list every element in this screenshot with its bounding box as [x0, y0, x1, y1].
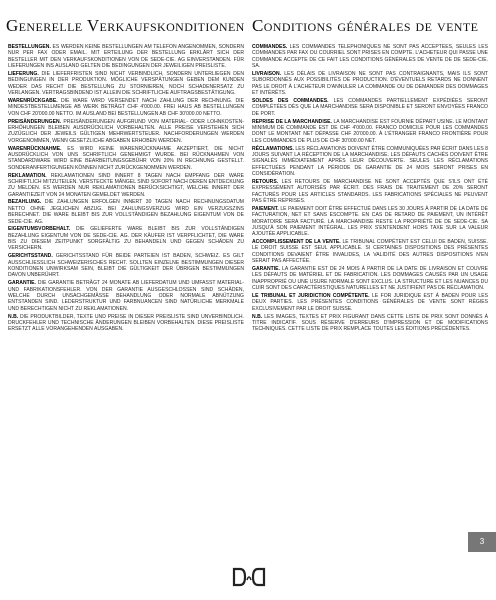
french-paragraph: [252, 146, 488, 178]
french-paragraph-text: LE TRIBUNAL COMPÉTENT EST CELUI DE BADEN, SUISSE. LE DROIT SUISSE EST SEUL APPLICABLE. SI CERTAINES DISPOSITIONS DES PRÉSENTES CONDITIONS DEVAIENT ÊTRE INVALIDES, LA VALIDITÉ DES AUTRES DISPOSITIONS N'EN SERAIT PAS AFFECTÉE.: [252, 239, 488, 265]
french-paragraph-heading: COMMANDES.: [252, 44, 288, 50]
french-terms-column: [252, 44, 488, 512]
french-paragraph-text: LE FOR JURIDIQUE EST À BADEN POUR LES DEUX PARTIES. LES PRÉSENTES CONDITIONS GÉNÉRALES DE VENTE SONT RÉGIES EXCLUSIVEMENT PAR LE DROIT SUISSE.: [252, 293, 488, 312]
german-paragraph-text: DIE WARE WIRD VERSENDET NACH ZAHLUNG DER RECHNUNG. DIE MINDESTBESTELLMENGE AB WERK BETRÄGT CHF 4'000.00. FREI HAUS AB BESTELLUNGEN VON CHF 20'000.00 NETTO. IM AUSLAND BEI BESTELLUNGEN AB CHF 30'000.00 NETTO.: [8, 97, 244, 117]
german-paragraph-heading: GERICHTSSTAND.: [8, 253, 53, 260]
french-paragraph-heading: N.B.: [252, 313, 263, 320]
german-paragraph-heading: PREISÄNDERUNGEN.: [8, 118, 62, 125]
german-paragraph-heading: WARENRÜCKNAHME.: [8, 145, 62, 152]
german-paragraph-text: REKLAMATIONEN SIND INNERT 8 TAGEN NACH EMPFANG DER WARE SCHRIFTLICH MITZUTEILEN. VERSTECKTE MÄNGEL SIND SOFORT NACH DEREN ENTDECKUNG ZU MELDEN. ES WERDEN NUR REKLAMATIONEN BERÜCKSICHTIGT, WELCHE INNERT DER GARANTIEZEIT VON 24 MONATEN GEMELDET WERDEN.: [8, 172, 244, 198]
french-paragraph: [252, 119, 488, 144]
german-paragraph-text: GERICHTSSTAND FÜR BEIDE PARTEIEN IST BADEN, SCHWEIZ. ES GILT AUSSCHLIESSLICH SCHWEIZERISCHES RECHT. SOLLTEN EINZELNE BESTIMMUNGEN DIESER KONDITIONEN UNWIRKSAM SEIN, BLEIBT DIE GÜLTIGKEIT DER ÜBRIGEN BESTIMMUNGEN DAVON UNBERÜHRT.: [8, 253, 244, 279]
title-german: Generelle Verkaufskonditionen: [6, 16, 245, 35]
german-paragraph-text: ES WIRD KEINE WARENRÜCKNAHME AKZEPTIERT, DIE NICHT AUSDRÜCKLICH VON UNS SCHRIFTLICH GENEHMIGT WURDE. BEI RÜCKNAHMEN VON STANDARDWARE WIRD EINE BEARBEITUNGSGEBÜHR VON 20% IN RECHNUNG GESTELLT. SONDERANFERTIGUNGEN KÖNNEN NICHT ZURÜCKGENOMMEN WERDEN.: [8, 145, 244, 171]
page-number: 3: [479, 537, 485, 546]
french-paragraph-text: LES DÉLAIS DE LIVRAISON NE SONT PAS CONTRAIGNANTS, MAIS ILS SONT SUBORDONNÉS AUX POSSIBILITÉS DE PRODUCTION. D'ÉVENTUELS RETARDS NE DONNENT PAS LE DROIT À L'ACHETEUR D'ANNULER LA COMMANDE OU DE DEMANDER DES DOMMAGES ET INTÉRÊTS.: [252, 70, 488, 96]
french-paragraph: [252, 98, 488, 117]
french-paragraph: [252, 179, 488, 204]
french-paragraph: [252, 293, 488, 312]
german-paragraph-text: DIE GARANTIE BETRÄGT 24 MONATE AB LIEFERDATUM UND UMFASST MATERIAL- UND FABRIKATIONSFEHLER. VON DER GARANTIE AUSGESCHLOSSEN SIND SCHÄDEN, WELCHE DURCH UNSACHGEMÄSSE BEHANDLUNG ODER NORMALE ABNÜTZUNG ENTSTANDEN SIND. LEDERSTRUKTUR UND FARBNUANCEN SIND NATÜRLICHE MERKMALE UND BERECHTIGEN NICHT ZU REKLAMATIONEN.: [8, 280, 244, 312]
french-paragraph: [252, 71, 488, 96]
german-paragraph-text: DIE PRODUKTBILDER, TEXTE UND PREISE IN DIESER PREISLISTE SIND UNVERBINDLICH. DRUCKFEHLER UND TECHNISCHE ÄNDERUNGEN BLEIBEN VORBEHALTEN. DIESE PREISLISTE ERSETZT ALLE VORANGEHENDEN AUSGABEN.: [8, 313, 244, 333]
german-paragraph-text: ES WERDEN KEINE BESTELLUNGEN AM TELEFON ANGENOMMEN, SONDERN NUR PER FAX ODER EMAIL. MIT ERTEILUNG DER BESTELLUNG ERKLÄRT SICH DER BESTELLER MIT DEN VERKAUFSKONDITIONEN VON DE SEDE-CIE. AG EINVERSTANDEN. FÜR LIEFERUNGEN INS AUSLAND GELTEN DIE BEDINGUNGEN DER JEWEILIGEN PREISLISTE.: [8, 44, 244, 70]
german-paragraph-heading: EIGENTUMSVORBEHALT.: [8, 226, 71, 233]
german-paragraph: [8, 44, 244, 69]
french-paragraph-heading: RÉCLAMATIONS.: [252, 145, 294, 152]
german-paragraph-text: DIE ZAHLUNGEN ERFOLGEN INNERT 30 TAGEN NACH RECHNUNGSDATUM NETTO OHNE JEGLICHEN ABZUG. BEI ZAHLUNGSVERZUG WIRD EIN VERZUGSZINS BERECHNET. DIE WARE BLEIBT BIS ZUR VOLLSTÄNDIGEN BEZAHLUNG EIGENTUM VON DE SEDE-CIE. AG.: [8, 199, 244, 225]
german-paragraph-heading: BEZAHLUNG.: [8, 199, 42, 206]
page-number-tab: [468, 532, 496, 552]
german-paragraph-heading: WARENRÜCKGABE.: [8, 97, 58, 104]
german-paragraph-heading: GARANTIE.: [8, 280, 36, 287]
german-paragraph: [8, 280, 244, 312]
german-paragraph-heading: LIEFERUNG.: [8, 70, 39, 77]
german-paragraph-text: PREISÄNDERUNGEN AUFGRUND VON MATERIAL- ODER LOHNKOSTEN-ERHÖHUNGEN BLEIBEN AUSDRÜCKLICH VORBEHALTEN. ALLE PREISE VERSTEHEN SICH ZUZÜGLICH DER JEWEILS GÜLTIGEN MEHRWERTSTEUER. NACHFORDERUNGEN WERDEN VORGENOMMEN, WENN GESETZLICHE ABGABEN ERHOBEN WERDEN.: [8, 118, 244, 144]
french-paragraph-text: LES COMMANDES TÉLÉPHONIQUES NE SONT PAS ACCEPTÉES, SEULES LES COMMANDES PAR FAX OU COURRIEL SONT PRISES EN COMPTE. L'ACHETEUR QUI PASSE UNE COMMANDE ACCEPTE DE CE FAIT LES CONDITIONS GÉNÉRALES DE VENTE DE DE SEDE-CIE. SA.: [252, 44, 488, 70]
french-paragraph: [252, 44, 488, 69]
de-sede-logo: [232, 566, 266, 588]
german-paragraph: [8, 226, 244, 251]
french-paragraph-heading: LE TRIBUNAL ET JURIDICTION COMPÉTENTE.: [252, 293, 370, 300]
french-paragraph-text: LA MARCHANDISE EST FOURNIE DÉPART USINE. LE MONTANT MINIMUM DE COMMANDE EST DE CHF 4'000.00. FRANCO DOMICILE POUR LES COMMANDES DONT LE MONTANT NET DÉPASSE CHF 20'000.00. À L'ÉTRANGER FRANCO FRONTIÈRE POUR LES COMMANDES DE PLUS DE CHF 30'000.00 NET.: [252, 118, 488, 144]
french-paragraph-heading: ACCOMPLISSEMENT DE LA VENTE.: [252, 239, 341, 246]
title-french: Conditions générales de vente: [252, 16, 479, 35]
french-paragraph-text: LA GARANTIE EST DE 24 MOIS À PARTIR DE LA DATE DE LIVRAISON ET COUVRE LES DÉFAUTS DE MATÉRIEL ET DE FABRICATION. LES DOMMAGES CAUSÉS PAR UN USAGE INAPPROPRIÉ OU UNE USURE NORMALE SONT EXCLUS. LA STRUCTURE ET LES NUANCES DU CUIR SONT DES CARACTÉRISTIQUES NATURELLES ET NE JUSTIFIENT PAS DE RÉCLAMATION.: [252, 266, 488, 292]
french-paragraph-text: LES IMAGES, TEXTES ET PRIX FIGURANT DANS CETTE LISTE DE PRIX SONT DONNÉS À TITRE INDICATIF. SOUS RÉSERVE D'ERREURS D'IMPRESSION ET DE MODIFICATIONS TECHNIQUES. CETTE LISTE DE PRIX REMPLACE TOUTES LES ÉDITIONS PRÉCÉDENTES.: [252, 313, 488, 333]
german-paragraph-heading: BESTELLUNGEN.: [8, 44, 51, 50]
german-paragraph-text: DIE GELIEFERTE WARE BLEIBT BIS ZUR VOLLSTÄNDIGEN BEZAHLUNG EIGENTUM VON DE SEDE-CIE. AG. DER KÄUFER IST VERPFLICHTET, DIE WARE BIS ZU DIESEM ZEITPUNKT SORGFÄLTIG ZU BEHANDELN UND GEGEN SCHÄDEN ZU VERSICHERN.: [8, 226, 244, 252]
german-paragraph: [8, 119, 244, 144]
french-paragraph-heading: LIVRAISON.: [252, 70, 282, 77]
german-paragraph: [8, 199, 244, 224]
french-paragraph-heading: RETOURS.: [252, 178, 279, 185]
french-paragraph: [252, 314, 488, 333]
french-paragraph: [252, 239, 488, 264]
german-paragraph: [8, 173, 244, 198]
french-paragraph-heading: REPRISE DE LA MARCHANDISE.: [252, 118, 332, 125]
german-paragraph: [8, 98, 244, 117]
title-bar: [6, 14, 490, 38]
german-paragraph: [8, 314, 244, 333]
french-paragraph-heading: GARANTIE.: [252, 266, 280, 273]
french-paragraph-text: LE PAIEMENT DOIT ÊTRE EFFECTUÉ DANS LES 30 JOURS À PARTIR DE LA DATE DE FACTURATION, NET ET SANS ESCOMPTE. EN CAS DE RETARD DE PAIEMENT, UN INTÉRÊT MORATOIRE SERA FACTURÉ. LA MARCHANDISE RESTE LA PROPRIÉTÉ DE DE SEDE-CIE. SA JUSQU'À SON PAIEMENT INTÉGRAL. LES PRIX S'ENTENDENT HORS TAXE SUR LA VALEUR AJOUTÉE APPLICABLE.: [252, 205, 488, 238]
french-paragraph: [252, 206, 488, 238]
french-paragraph-text: LES COMMANDES PARTIELLEMENT EXPÉDIÉES SERONT COMPLÉTÉES DÈS QUE LA MARCHANDISE SERA DISPONIBLE ET SERONT ENVOYÉES FRANCO DE PORT.: [252, 97, 488, 117]
german-paragraph-text: DIE LIEFERFRISTEN SIND NICHT VERBINDLICH, SONDERN UNTERLIEGEN DEN BEDINGUNGEN IN DER PRODUKTION. MÖGLICHE VERSPÄTUNGEN GEBEN DEM KUNDEN WEDER DAS RECHT DIE BESTELLUNG ZU STORNIEREN, NOCH SCHADENERSATZ ZU VERLANGEN. VERTRAGSBINDEND IST ALLEIN DIE SCHRIFTLICHE AUFTRAGSBESTÄTIGUNG.: [8, 70, 244, 96]
german-paragraph-heading: REKLAMATION.: [8, 172, 47, 179]
german-paragraph: [8, 146, 244, 171]
german-terms-column: [8, 44, 244, 512]
french-paragraph-text: LES RÉCLAMATIONS DOIVENT ÊTRE COMMUNIQUÉES PAR ÉCRIT DANS LES 8 JOURS SUIVANT LA RÉCEPTION DE LA MARCHANDISE. LES DÉFAUTS CACHÉS DOIVENT ÊTRE SIGNALÉS IMMÉDIATEMENT APRÈS LEUR DÉCOUVERTE. SEULES LES RÉCLAMATIONS EFFECTUÉES PENDANT LA PÉRIODE DE GARANTIE DE 24 MOIS SERONT PRISES EN CONSIDÉRATION.: [252, 145, 488, 177]
german-paragraph: [8, 253, 244, 278]
german-paragraph-heading: N.B.: [8, 313, 19, 320]
french-paragraph-heading: SOLDES DES COMMANDES.: [252, 97, 329, 104]
german-paragraph: [8, 71, 244, 96]
french-paragraph: [252, 266, 488, 291]
french-paragraph-text: LES RETOURS DE MARCHANDISE NE SONT ACCEPTÉS QUE S'ILS ONT ÉTÉ EXPRESSÉMENT AUTORISÉS PAR ÉCRIT. DES FRAIS DE TRAITEMENT DE 20% SERONT FACTURÉS POUR LES ARTICLES STANDARDS. LES FABRICATIONS SPÉCIALES NE PEUVENT PAS ÊTRE REPRISES.: [252, 178, 488, 204]
french-paragraph-heading: PAIEMENT.: [252, 205, 279, 212]
